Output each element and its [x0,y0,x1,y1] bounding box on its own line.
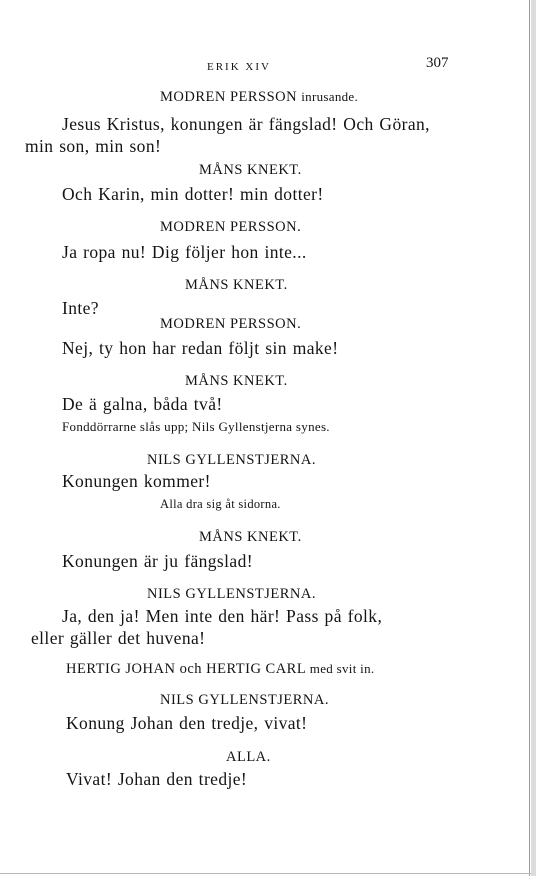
page-edge-shadow [531,0,536,876]
stage-direction: Fonddörrarne slås upp; Nils Gyllenstjerna synes. [62,419,330,434]
dialogue-line: Och Karin, min dotter! min dotter! [62,184,324,204]
speaker-name: MÅNS KNEKT. [199,529,302,545]
speaker-name: MODREN PERSSON. [160,316,302,332]
speaker-name: NILS GYLLENSTJERNA. [160,692,329,708]
running-head: ERIK XIV [207,61,271,73]
speaker-line [160,89,358,106]
speaker-name: MODREN PERSSON. [160,219,302,235]
dialogue-line: Konung Johan den tredje, vivat! [66,713,308,733]
speaker-name: MÅNS KNEKT. [185,373,288,389]
page-edge-line [529,0,530,876]
stage-direction: med svit in. [309,661,375,676]
speaker-name: MÅNS KNEKT. [199,162,302,178]
dialogue-line: Nej, ty hon har redan följt sin make! [62,338,339,358]
speaker-name: MÅNS KNEKT. [185,277,288,293]
speaker-name: ALLA. [226,749,271,765]
page-number: 307 [426,55,449,71]
dialogue-line: eller gäller det huvena! [31,628,206,648]
dialogue-line: Jesus Kristus, konungen är fängslad! Och Göran, [62,114,430,134]
dialogue-line: Inte? [62,298,99,318]
speaker-name: NILS GYLLENSTJERNA. [147,586,316,602]
speaker-name: MODREN PERSSON [160,89,298,105]
dialogue-line: De ä galna, båda två! [62,394,223,414]
dialogue-line: Vivat! Johan den tredje! [66,769,248,789]
stage-direction: inrusande. [301,89,359,104]
stage-direction: Alla dra sig åt sidorna. [160,497,281,511]
page-bottom-rule [0,873,531,874]
dialogue-line: Ja ropa nu! Dig följer hon inte... [62,242,307,262]
speaker-line [66,661,374,678]
speaker-names: HERTIG JOHAN och HERTIG CARL [66,661,306,677]
speaker-name: NILS GYLLENSTJERNA. [147,452,316,468]
dialogue-line: Ja, den ja! Men inte den här! Pass på folk, [62,606,383,626]
dialogue-line: min son, min son! [25,136,162,156]
dialogue-line: Konungen kommer! [62,471,211,491]
dialogue-line: Konungen är ju fängslad! [62,551,253,571]
